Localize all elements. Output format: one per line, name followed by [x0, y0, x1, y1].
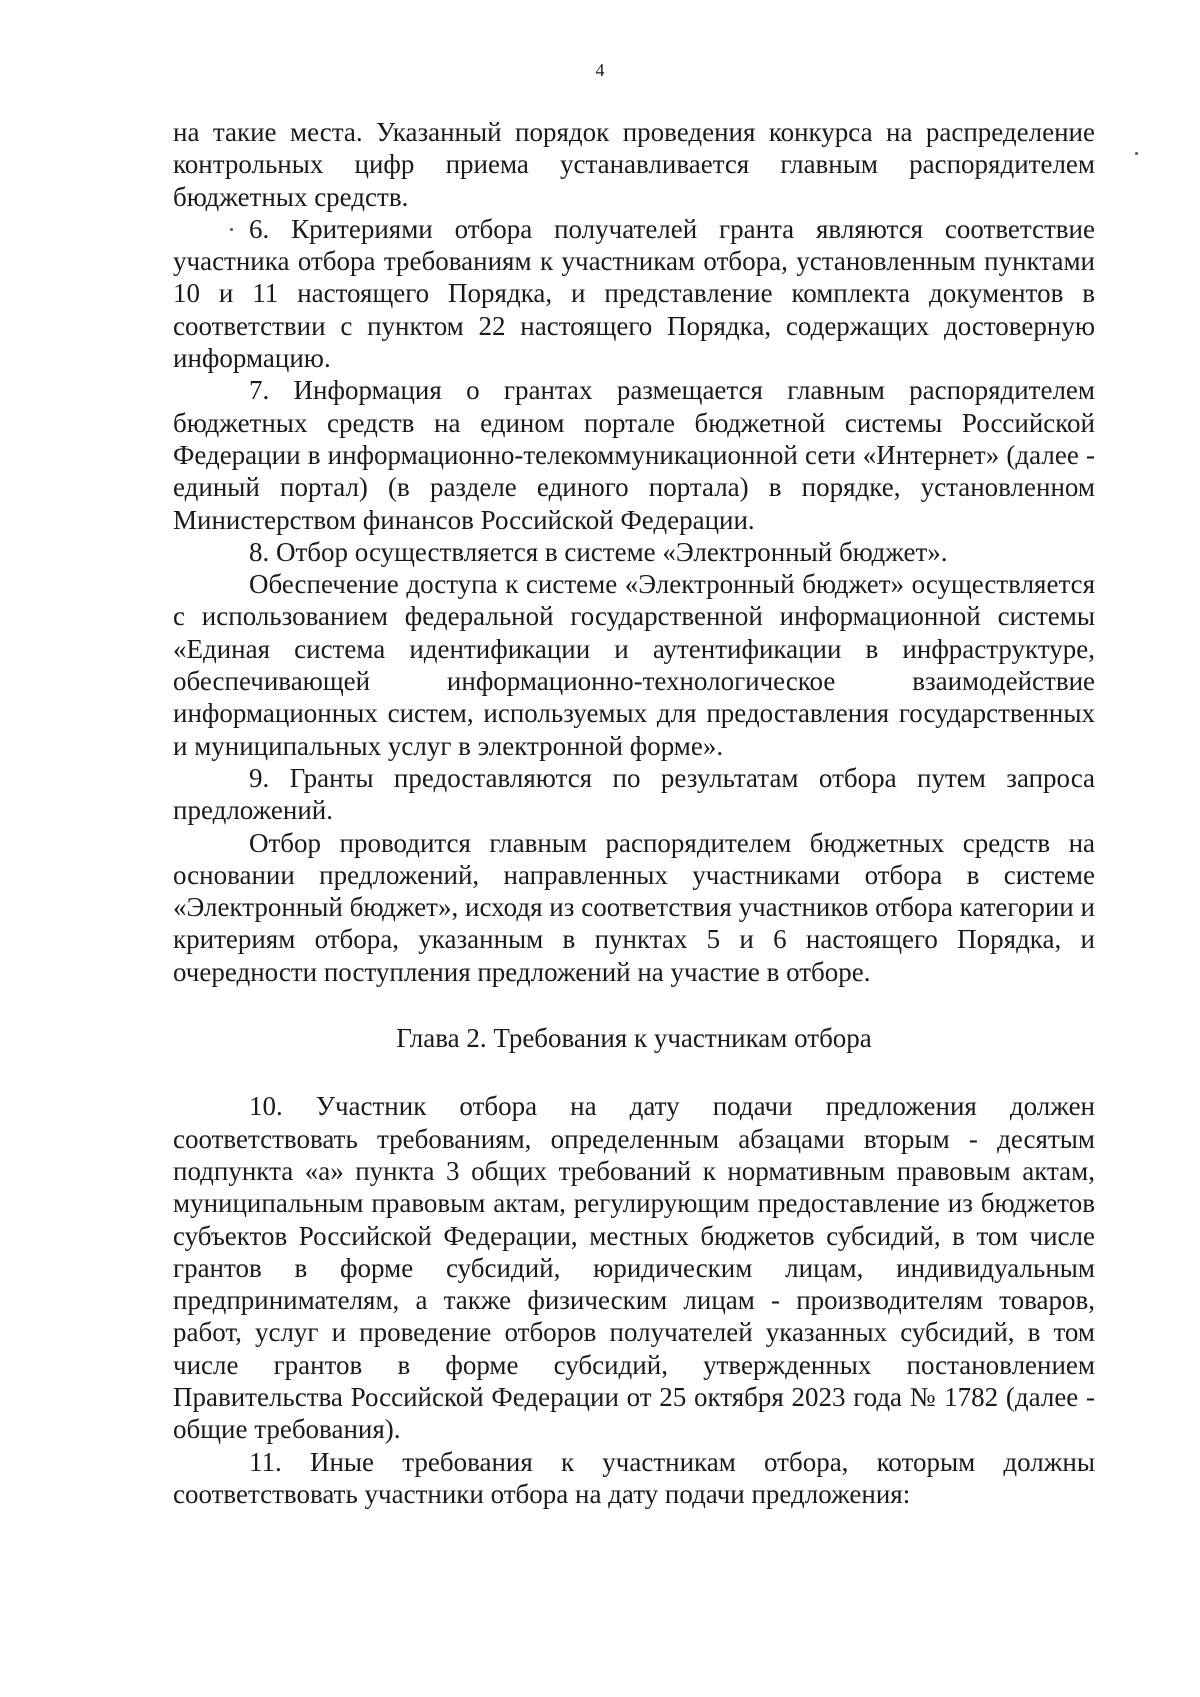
paragraph-9-conduct: Отбор проводится главным распорядителем бюджетных средств на основании предложений, направленных участниками отбора в системе «Электронный бюджет», исходя из соответствия участников отбора категории и критериям отбора, указанным в пунктах 5 и 6 настоящего Порядка, и очередности поступления предложений на участие в отборе.: [173, 827, 1095, 987]
paragraph-11: 11. Иные требования к участникам отбора, которым должны соответствовать участники отбора на дату подачи предложения:: [173, 1446, 1095, 1509]
paragraph-continuation: на такие места. Указанный порядок проведения конкурса на распределение контрольных цифр приема устанавливается главным распорядителем бюджетных средств.: [173, 117, 1095, 212]
paragraph-6: 6. Критериями отбора получателей гранта являются соответствие участника отбора требованиям к участникам отбора, установленным пунктами 10 и 11 настоящего Порядка, и представление комплекта документов в соответствии с пунктом 22 настоящего Порядка, содержащих достоверную информацию.: [173, 213, 1095, 374]
paragraph-9: 9. Гранты предоставляются по результатам отбора путем запроса предложений.: [173, 762, 1095, 826]
paragraph-8: 8. Отбор осуществляется в системе «Электронный бюджет».: [249, 536, 948, 567]
paragraph-10: 10. Участник отбора на дату подачи предложения должен соответствовать требованиям, определенным абзацами вторым - десятым подпункта «а» пункта 3 общих требований к нормативным правовым актам, муниципальным правовым актам, регулирующим предоставление из бюджетов субъектов Российской Федерации, местных бюджетов субсидий, в том числе грантов в форме субсидий, юридическим лицам, индивидуальным предпринимателям, а также физическим лицам - производителям товаров, работ, услуг и проведение отборов получателей указанных субсидий, в том числе грантов в форме субсидий, утвержденных постановлением Правительства Российской Федерации от 25 октября 2023 года № 1782 (далее - общие требования).: [173, 1091, 1095, 1445]
document-body: [173, 116, 1095, 1510]
paragraph-7: 7. Информация о грантах размещается главным распорядителем бюджетных средств на едином портале бюджетной системы Российской Федерации в информационно-телекоммуникационной сети «Интернет» (далее - единый портал) (в разделе единого портала) в порядке, установленном Министерством финансов Российской Федерации.: [173, 375, 1095, 535]
page-number: 4: [595, 60, 605, 80]
chapter-title: Глава 2. Требования к участникам отбора: [396, 1023, 872, 1054]
scan-speck: [1135, 152, 1138, 155]
paragraph-8-access: Обеспечение доступа к системе «Электронный бюджет» осуществляется с использованием федеральной государственной информационной системы «Единая система идентификации и аутентификации в инфраструктуре, обеспечивающей информационно-технологическое взаимодействие информационных систем, используемых для предоставления государственных и муниципальных услуг в электронной форме».: [173, 569, 1095, 761]
scan-speck: [230, 228, 233, 231]
